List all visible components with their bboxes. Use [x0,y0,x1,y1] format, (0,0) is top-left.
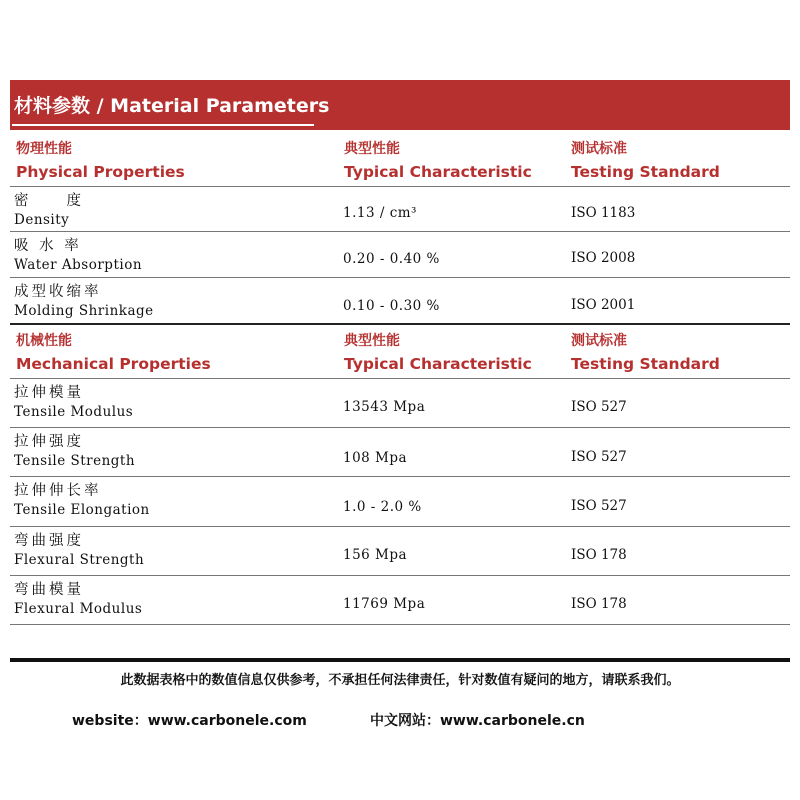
testing-standard: ISO 178 [571,596,627,612]
table-bottom-border [10,624,790,625]
property-name [14,531,144,569]
physical-section-header [10,134,790,184]
property-name [14,383,133,421]
mechanical-header-standard [571,332,720,374]
property-name-en: Tensile Elongation [14,502,150,518]
table-row [10,427,790,476]
mechanical-header-property [16,332,211,374]
typical-value: 0.20 - 0.40 % [343,251,440,267]
table-row [10,575,790,624]
property-name-cn: 吸 水 率 [14,238,82,254]
physical-header-typical-en: Typical Characteristic [344,163,532,181]
testing-standard: ISO 1183 [571,205,636,221]
typical-value: 156 Mpa [343,547,408,563]
property-name [14,236,142,274]
chinese-website-link[interactable]: 中文网站：www.carbonele.cn [370,713,585,729]
mechanical-header-typical-en: Typical Characteristic [344,355,532,373]
mechanical-header-property-cn: 机械性能 [16,333,72,349]
typical-value: 108 Mpa [343,450,408,466]
testing-standard: ISO 527 [571,449,627,465]
typical-value: 0.10 - 0.30 % [343,298,440,314]
mechanical-header-property-en: Mechanical Properties [16,355,211,373]
table-row [10,186,790,231]
physical-header-property-cn: 物理性能 [16,141,72,157]
property-name-cn: 拉伸强度 [14,434,84,450]
property-name-cn: 拉伸模量 [14,385,84,401]
property-name-en: Flexural Modulus [14,601,143,617]
testing-standard: ISO 2008 [571,250,636,266]
property-name [14,191,84,229]
property-name-en: Water Absorption [14,257,143,273]
table-row [10,231,790,277]
testing-standard: ISO 527 [571,498,627,514]
section-divider [10,323,790,325]
title-underline [12,124,314,126]
page-title: 材料参数 / Material Parameters [14,95,330,117]
typical-value: 1.13 / cm³ [343,205,417,221]
footer-divider [10,658,790,662]
property-name-cn: 密 度 [14,193,84,209]
physical-header-standard-cn: 测试标准 [571,141,627,157]
property-name-en: Molding Shrinkage [14,303,154,319]
property-name-en: Density [14,212,70,228]
property-name-cn: 拉伸伸长率 [14,483,102,499]
table-row [10,378,790,427]
table-row [10,526,790,575]
table-row [10,277,790,323]
property-name-en: Tensile Strength [14,453,136,469]
property-name [14,580,142,618]
physical-header-typical [344,140,532,182]
property-name [14,282,154,320]
property-name-cn: 弯曲强度 [14,533,84,549]
physical-header-typical-cn: 典型性能 [344,141,400,157]
property-name-cn: 弯曲模量 [14,582,84,598]
mechanical-header-standard-cn: 测试标准 [571,333,627,349]
property-name-en: Tensile Modulus [14,404,134,420]
physical-header-standard [571,140,720,182]
mechanical-header-standard-en: Testing Standard [571,355,720,373]
table-row [10,476,790,526]
testing-standard: ISO 2001 [571,297,636,313]
physical-header-standard-en: Testing Standard [571,163,720,181]
physical-header-property [16,140,185,182]
typical-value: 13543 Mpa [343,399,426,415]
mechanical-header-typical-cn: 典型性能 [344,333,400,349]
typical-value: 1.0 - 2.0 % [343,499,422,515]
mechanical-section-header [10,326,790,376]
property-name [14,481,150,519]
property-name [14,432,135,470]
property-name-en: Flexural Strength [14,552,145,568]
testing-standard: ISO 178 [571,547,627,563]
disclaimer-text: 此数据表格中的数值信息仅供参考，不承担任何法律责任，针对数值有疑问的地方，请联系我们。 [120,673,680,688]
physical-header-property-en: Physical Properties [16,163,185,181]
testing-standard: ISO 527 [571,399,627,415]
property-name-cn: 成型收缩率 [14,284,102,300]
mechanical-header-typical [344,332,532,374]
typical-value: 11769 Mpa [343,596,426,612]
website-link[interactable]: website：www.carbonele.com [72,713,307,729]
title-bar [10,80,790,130]
